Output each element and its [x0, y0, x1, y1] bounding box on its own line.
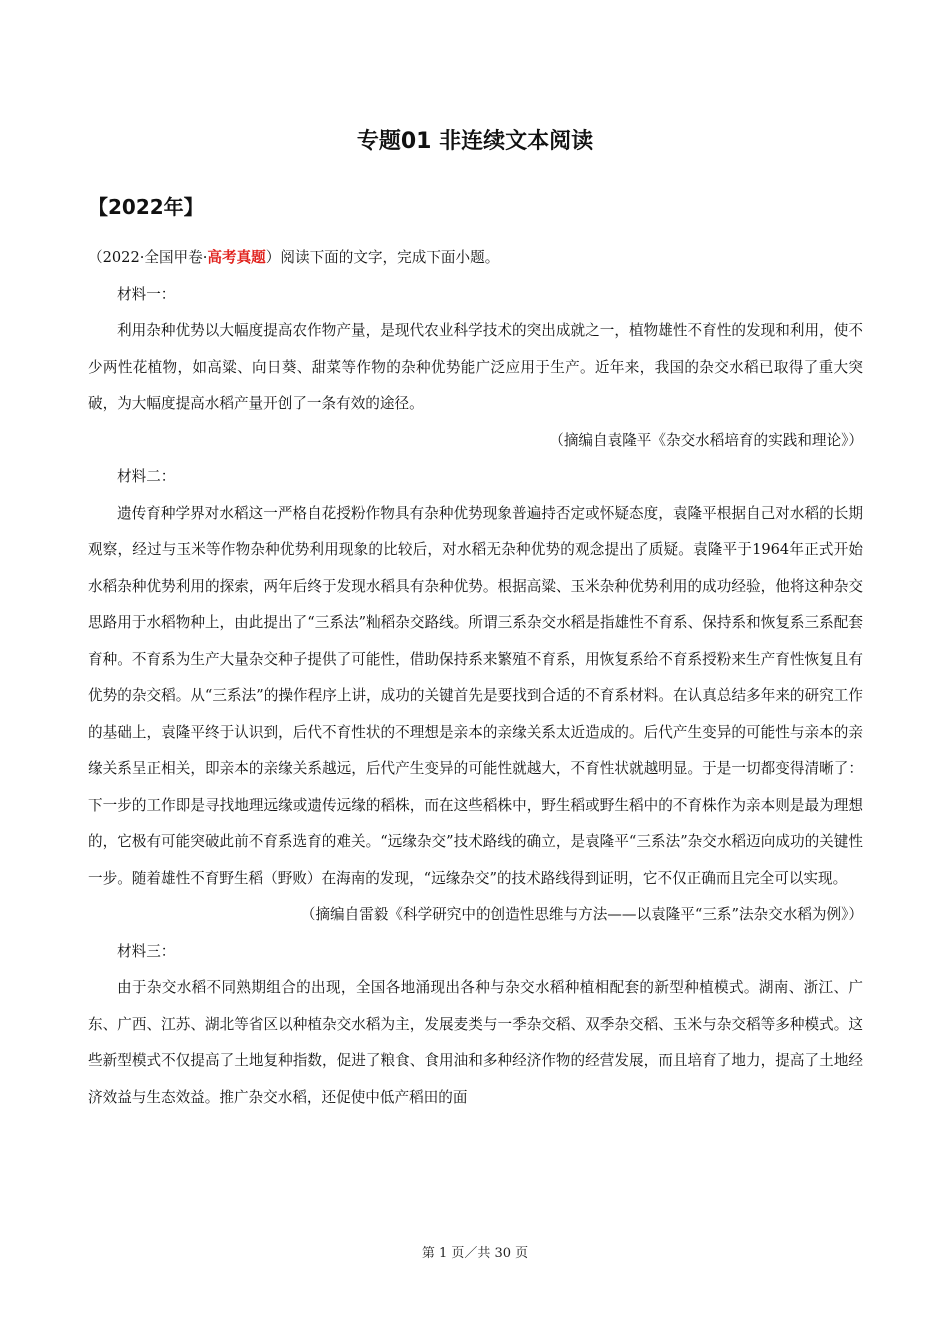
material2-citation: （摘编自雷毅《科学研究中的创造性思维与方法——以袁隆平“三系”法杂交水稻为例》）: [300, 906, 863, 923]
page-title: 专题01 非连续文本阅读: [356, 129, 594, 154]
intro-prefix: （2022·全国甲卷·: [88, 249, 208, 266]
material1-citation: （摘编自袁隆平《杂交水稻培育的实践和理论》）: [549, 431, 863, 449]
year-heading: 【2022年】: [88, 195, 204, 219]
intro-suffix: ）阅读下面的文字，完成下面小题。: [265, 249, 500, 266]
material3-label: 材料三：: [117, 942, 176, 960]
question-intro: [88, 240, 863, 277]
material1-label: 材料一：: [117, 285, 176, 303]
material1-text: 利用杂种优势以大幅度提高农作物产量，是现代农业科学技术的突出成就之一，植物雄性不育性的发现和利用，使不少两性花植物，如高粱、向日葵、甜菜等作物的杂种优势能广泛应用于生产。近年来，我国的杂交水稻已取得了重大突破，为大幅度提高水稻产量开创了一条有效的途径。: [88, 322, 863, 412]
material2-label: 材料二：: [117, 468, 176, 485]
material3-text: 由于杂交水稻不同熟期组合的出现，全国各地涌现出各种与杂交水稻种植相配套的新型种植模式。湖南、浙江、广东、广西、江苏、湖北等省区以种植杂交水稻为主，发展麦类与一季杂交稻、双季杂交稻、玉米与杂交稻等多种模式。这些新型模式不仅提高了土地复种指数，促进了粮食、食用油和多种经济作物的经营发展，而且培育了地力，提高了土地经济效益与生态效益。推广杂交水稻，还促使中低产稻田的面: [88, 979, 863, 1106]
material2-text: 遗传育种学界对水稻这一严格自花授粉作物具有杂种优势现象普遍持否定或怀疑态度，袁隆平根据自己对水稻的长期观察，经过与玉米等作物杂种优势利用现象的比较后，对水稻无杂种优势的观念提出了质疑。袁隆平于1964年正式开始水稻杂种优势利用的探索，两年后终于发现水稻具有杂种优势。根据高粱、玉米杂种优势利用的成功经验，他将这种杂交思路用于水稻物种上，由此提出了“三系法”籼稻杂交路线。所谓三系杂交水稻是指雄性不育系、保持系和恢复系三系配套育种。不育系为生产大量杂交种子提供了可能性，借助保持系来繁殖不育系，用恢复系给不育系授粉来生产育性恢复且有优势的杂交稻。从“三系法”的操作程序上讲，成功的关键首先是要找到合适的不育系材料。在认真总结多年来的研究工作的基础上，袁隆平终于认识到，后代不育性状的不理想是亲本的亲缘关系太近造成的。后代产生变异的可能性与亲本的亲缘关系呈正相关，即亲本的亲缘关系越远，后代产生变异的可能性就越大，不育性状就越明显。于是一切都变得清晰了：下一步的工作即是寻找地理远缘或遗传远缘的稻株，而在这些稻株中，野生稻或野生稻中的不育株作为亲本则是最为理想的，它极有可能突破此前不育系选育的难关。“远缘杂交”技术路线的确立，是袁隆平“三系法”杂交水稻迈向成功的关键性一步。随着雄性不育野生稻（野败）在海南的发现，“远缘杂交”的技术路线得到证明，它不仅正确而且完全可以实现。: [88, 504, 863, 887]
page-footer: 第 1 页／共 30 页: [421, 1246, 529, 1261]
document-body: [88, 240, 863, 1116]
source-highlight: 高考真题: [207, 249, 266, 266]
